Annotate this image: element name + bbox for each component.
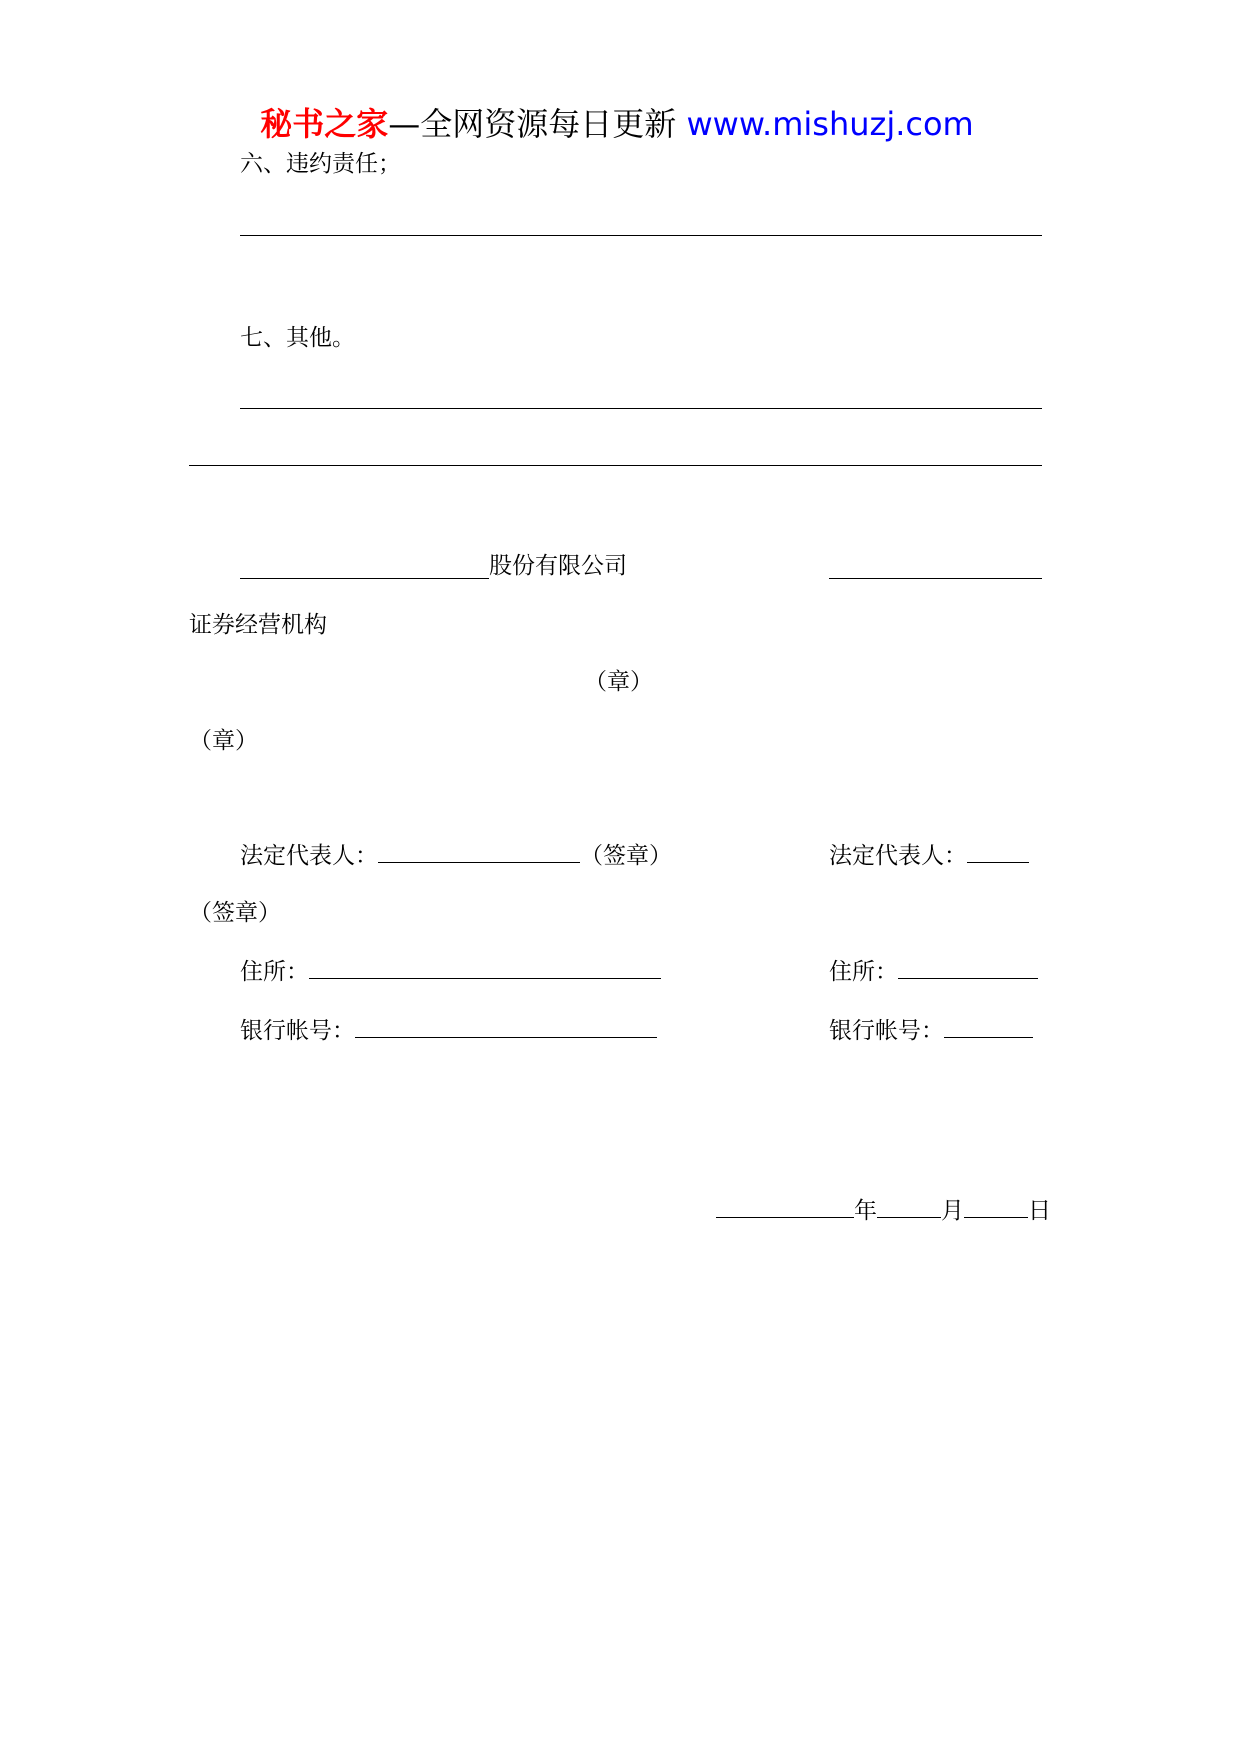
banner-slogan: —全网资源每日更新 [388, 105, 677, 143]
bank-row-left [240, 1015, 657, 1046]
legal-rep-row-right [829, 840, 1029, 871]
address-row-left [240, 956, 661, 987]
year-blank [716, 1195, 854, 1218]
sign-seal-label-right: （签章） [189, 900, 281, 926]
month-label: 月 [941, 1198, 964, 1224]
other-fill-line-1 [240, 408, 1042, 409]
address-row-right [829, 956, 1038, 987]
month-blank [877, 1195, 941, 1218]
year-label: 年 [854, 1198, 877, 1224]
banner-url-link[interactable]: www.mishuzj.com [686, 105, 974, 143]
banner-brand: 秘书之家 [260, 105, 389, 143]
company-suffix: 股份有限公司 [489, 553, 627, 579]
bank-label-right: 银行帐号： [829, 1018, 944, 1044]
address-label-right: 住所： [829, 959, 898, 985]
legal-rep-blank-right [967, 840, 1029, 863]
company-seal-label: （章） [584, 669, 653, 695]
liability-heading: 六、违约责任； [240, 151, 401, 177]
securities-org-name-blank [829, 578, 1042, 579]
day-blank [964, 1195, 1028, 1218]
legal-rep-label-left: 法定代表人： [240, 843, 378, 869]
bank-blank-left [355, 1015, 657, 1038]
header-banner [0, 104, 1234, 144]
address-label-left: 住所： [240, 959, 309, 985]
securities-seal-label: （章） [189, 728, 258, 754]
legal-rep-label-right: 法定代表人： [829, 843, 967, 869]
address-blank-right [898, 956, 1038, 979]
other-heading: 七、其他。 [240, 325, 355, 351]
bank-row-right [829, 1015, 1033, 1046]
bank-blank-right [944, 1015, 1033, 1038]
date-row [716, 1195, 1051, 1226]
bank-label-left: 银行帐号： [240, 1018, 355, 1044]
securities-org-label: 证券经营机构 [189, 612, 327, 638]
address-blank-left [309, 956, 661, 979]
legal-rep-row-left [240, 840, 672, 871]
liability-fill-line [240, 235, 1042, 236]
day-label: 日 [1028, 1198, 1051, 1224]
sign-seal-label-left: （签章） [580, 843, 672, 869]
other-fill-line-2 [189, 465, 1042, 466]
company-name-blank [240, 578, 489, 579]
legal-rep-blank-left [378, 840, 580, 863]
